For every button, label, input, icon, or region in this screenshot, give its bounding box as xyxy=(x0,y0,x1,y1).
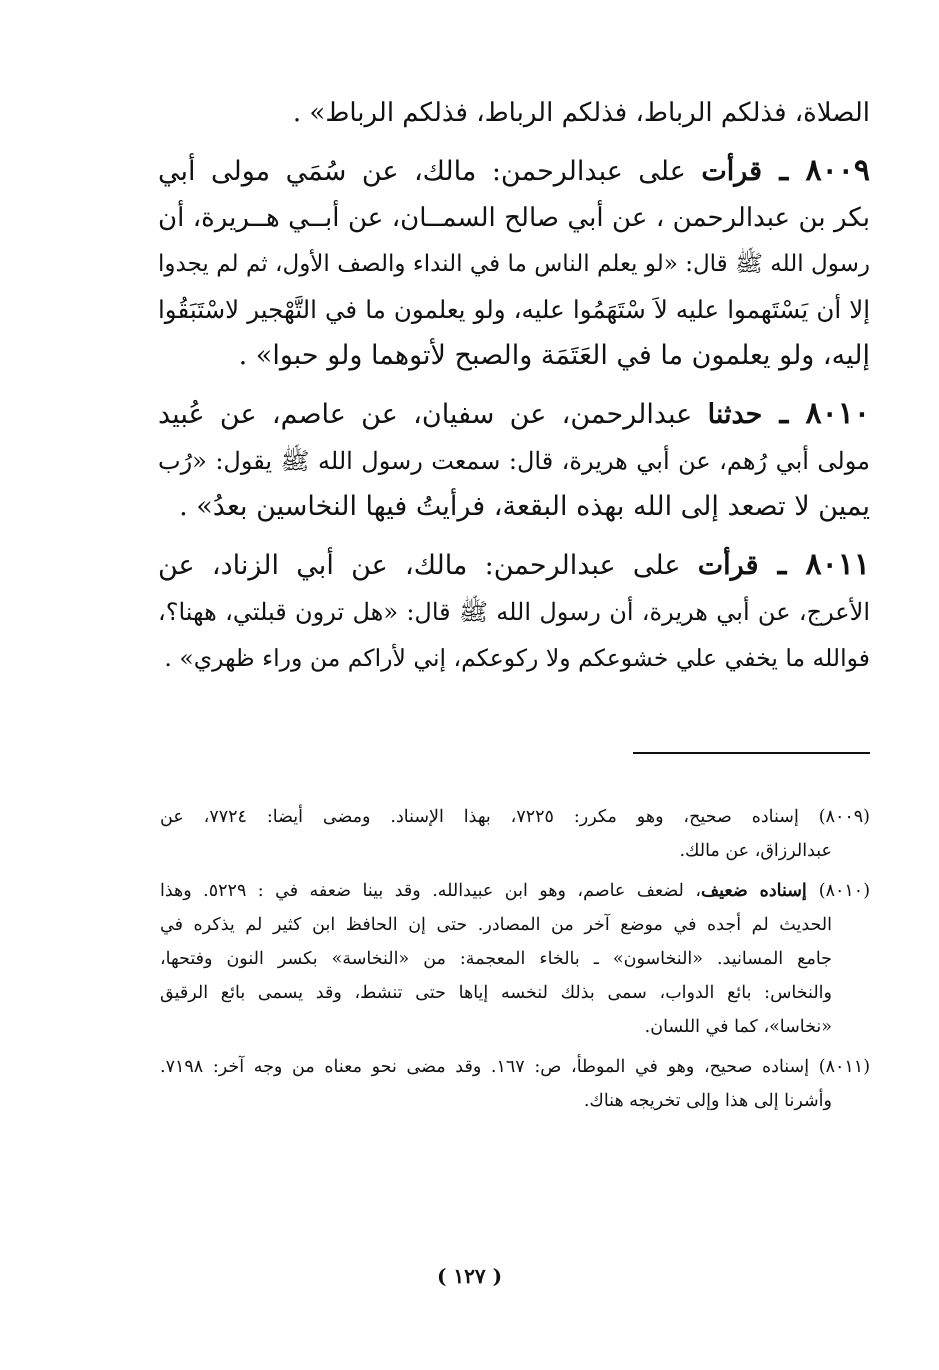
footnote-text: إسناده صحيح، وهو مكرر: ٧٢٢٥، بهذا الإسناد. ومضى أيضا: ٧٧٢٤، عن xyxy=(160,807,819,827)
hadith-dash: ـ xyxy=(762,153,806,188)
hadith-8011 xyxy=(158,542,870,681)
main-text xyxy=(158,90,870,681)
footnote-first-line xyxy=(160,1050,870,1084)
continuation-line: الصلاة، فذلكم الرباط، فذلكم الرباط، فذلكم الرباط» . xyxy=(292,98,870,128)
footnote-text: ، لضعف عاصم، وهو ابن عبيدالله. وقد بينا ضعفه في : ٥٢٢٩. وهذا xyxy=(160,881,701,901)
footnote-8009 xyxy=(160,800,870,868)
footnote-8010 xyxy=(160,874,870,1044)
hadith-line: رسول الله ﷺ قال: «لو يعلم الناس ما في النداء والصف الأول، ثم لم يجدوا xyxy=(158,251,870,277)
hadith-dash: ـ xyxy=(758,547,806,582)
hadith-text: عبدالرحمن، عن سفيان، عن عاصم، عن عُبيد xyxy=(158,399,708,430)
hadith-line: الأعرج، عن أبي هريرة، أن رسول الله ﷺ قال: «هل ترون قبلتي، ههنا؟، xyxy=(158,598,870,626)
footnote-line: جامع المسانيد. «النخاسون» ـ بالخاء المعجمة: من «النخاسة» بكسر النون وفتحها، xyxy=(160,949,832,969)
hadith-8010 xyxy=(158,391,870,530)
footnote-bold-phrase: إسناده ضعيف xyxy=(700,881,819,901)
hadith-line: يمين لا تصعد إلى الله بهذه البقعة، فرأيتُ فيها النخاسين بعدُ» . xyxy=(179,491,870,522)
hadith-line: فوالله ما يخفي علي خشوعكم ولا ركوعكم، إني لأراكم من وراء ظهري» . xyxy=(164,644,870,672)
hadith-text: على عبدالرحمن: مالك، عن سُمَي مولى أبي xyxy=(158,156,702,187)
hadith-first-line xyxy=(158,148,870,195)
hadith-line: بكر بن عبدالرحمن ، عن أبي صالح السمــان، عن أبــي هــريرة، أن xyxy=(158,203,870,233)
hadith-first-line xyxy=(158,542,870,589)
footnote-line: عبدالرزاق، عن مالك. xyxy=(679,841,832,861)
hadith-text: على عبدالرحمن: مالك، عن أبي الزناد، عن xyxy=(158,550,698,581)
footnote-separator xyxy=(633,752,870,754)
hadith-lead-word: قرأت xyxy=(701,156,763,187)
hadith-lead-word: قرأت xyxy=(697,550,759,581)
footnote-number: (٨٠٠٩) xyxy=(818,807,870,827)
footnote-line: والنخاس: بائع الدواب، سمى بذلك لنخسه إياها حتى تنشط، وقد يسمى بائع الرقيق xyxy=(160,983,832,1003)
page-number: ( ١٢٧ ) xyxy=(436,1264,503,1288)
hadith-dash: ـ xyxy=(762,396,806,431)
footnote-8011 xyxy=(160,1050,870,1118)
hadith-line: إليه، ولو يعلمون ما في العَتَمَة والصبح لأتوهما ولو حبوا» . xyxy=(238,340,870,371)
footnote-line: الحديث لم أجده في موضع آخر من المصادر. حتى إن الحافظ ابن كثير لم يذكره في xyxy=(160,915,832,935)
hadith-number: ٨٠١٠ xyxy=(805,396,870,431)
footnote-line: «نخاسا»، كما في اللسان. xyxy=(644,1017,832,1037)
footnote-text: إسناده صحيح، وهو في الموطأ، ص: ١٦٧. وقد مضى نحو معناه من وجه آخر: ٧١٩٨. xyxy=(160,1057,819,1077)
footnote-number: (٨٠١١) xyxy=(818,1057,871,1077)
hadith-line: مولى أبي رُهم، عن أبي هريرة، قال: سمعت رسول الله ﷺ يقول: «رُب xyxy=(158,447,870,475)
hadith-number: ٨٠٠٩ xyxy=(805,153,870,188)
footnote-number: (٨٠١٠) xyxy=(818,881,871,901)
footnote-line: وأشرنا إلى هذا وإلى تخريجه هناك. xyxy=(583,1091,832,1111)
hadith-8009 xyxy=(158,148,870,379)
hadith-number: ٨٠١١ xyxy=(805,547,870,582)
hadith-first-line xyxy=(158,391,870,438)
hadith-line: إلا أن يَسْتَهموا عليه لاَ سْتَهَمُوا عليه، ولو يعلمون ما في التَّهْجير لاسْتَبَقُوا xyxy=(158,295,870,324)
footnote-first-line xyxy=(160,874,870,908)
footnote-first-line xyxy=(160,800,870,834)
hadith-lead-word: حدثنا xyxy=(707,399,763,430)
footnotes xyxy=(160,800,870,1118)
